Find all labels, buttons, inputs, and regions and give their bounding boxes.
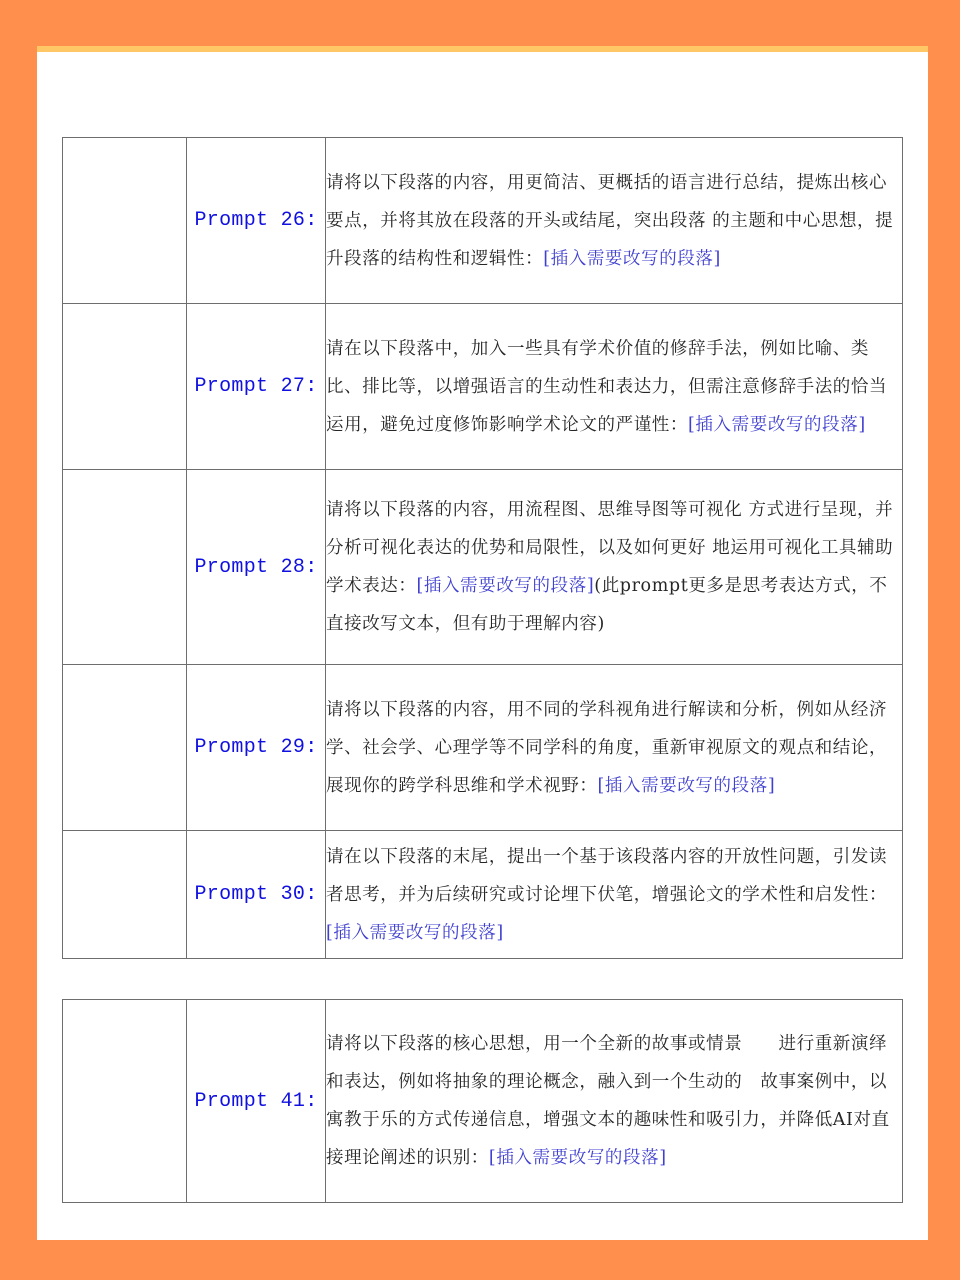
prompt-text [326,1025,902,1177]
table-row [63,304,903,470]
prompt-body: 请将以下段落的内容，用不同的学科视角进行解读和分析，例如从经济学、社会学、心理学等不同学科的角度，重新审视原文的观点和结论，展现你的跨学科思维和学术视野： [326,699,888,796]
prompt-table-2 [62,999,903,1203]
placeholder-text: [插入需要改写的段落] [326,922,504,943]
prompt-label: Prompt 30: [194,883,318,906]
placeholder-text: [插入需要改写的段落] [416,576,595,596]
prompt-label: Prompt 26: [194,209,318,232]
blank-cell [63,304,187,470]
prompt-text-cell [326,665,903,831]
prompt-suffix: (此prompt更多是思考表达方式，不直接改写文本，但有助于理解内容) [326,576,888,634]
prompt-label-cell [187,831,326,959]
prompt-body: 请在以下段落中，加入一些具有学术价值的修辞手法，例如比喻、类比、排比等，以增强语言的生动性和表达力，但需注意修辞手法的恰当运用，避免过度修饰影响学术论文的严谨性： [326,338,888,435]
table-row [63,665,903,831]
prompt-text-cell [326,304,903,470]
prompt-label-cell [187,665,326,831]
prompt-label: Prompt 27: [194,375,318,398]
placeholder-text: [插入需要改写的段落] [488,1148,667,1168]
prompt-text [326,164,902,278]
table-row [63,831,903,959]
blank-cell [63,470,187,665]
blank-cell [63,665,187,831]
prompt-table-1 [62,137,903,959]
prompt-text-cell [326,831,903,959]
prompt-text [326,691,902,805]
blank-cell [63,831,187,959]
table-row [63,138,903,304]
prompt-text [326,491,902,643]
prompt-body: 请将以下段落的内容，用流程图、思维导图等可视化 方式进行呈现，并分析可视化表达的优势和局限性，以及如何更好 地运用可视化工具辅助学术表达： [326,500,894,596]
placeholder-text: [插入需要改写的段落] [597,775,776,796]
prompt-text [326,330,902,444]
table-row [63,470,903,665]
prompt-text [326,838,902,952]
prompt-label: Prompt 28: [194,555,318,579]
placeholder-text: [插入需要改写的段落] [688,414,866,435]
prompt-text-cell [326,470,903,665]
table-row [63,1000,903,1203]
prompt-text-cell [326,1000,903,1203]
prompt-label-cell [187,304,326,470]
blank-cell [63,138,187,304]
placeholder-text: [插入需要改写的段落] [543,248,721,269]
prompt-text-cell [326,138,903,304]
prompt-label-cell [187,1000,326,1203]
prompt-label-cell [187,470,326,665]
prompt-body: 请将以下段落的内容，用更简洁、更概括的语言进行总结，提炼出核心要点，并将其放在段落的开头或结尾，突出段落 的主题和中心思想，提升段落的结构性和逻辑性： [326,172,894,269]
prompt-body: 请将以下段落的核心思想，用一个全新的故事或情景 进行重新演绎和表达，例如将抽象的理论概念，融入到一个生动的 故事案例中，以寓教于乐的方式传递信息，增强文本的趣味性和吸引力，并降低AI对直接理论阐述的识别： [326,1034,890,1168]
prompt-label-cell [187,138,326,304]
prompt-label: Prompt 41: [194,1089,318,1113]
blank-cell [63,1000,187,1203]
prompt-body: 请在以下段落的末尾，提出一个基于该段落内容的开放性问题，引发读者思考，并为后续研究或讨论埋下伏笔，增强论文的学术性和启发性： [326,846,888,905]
prompt-label: Prompt 29: [194,736,318,759]
